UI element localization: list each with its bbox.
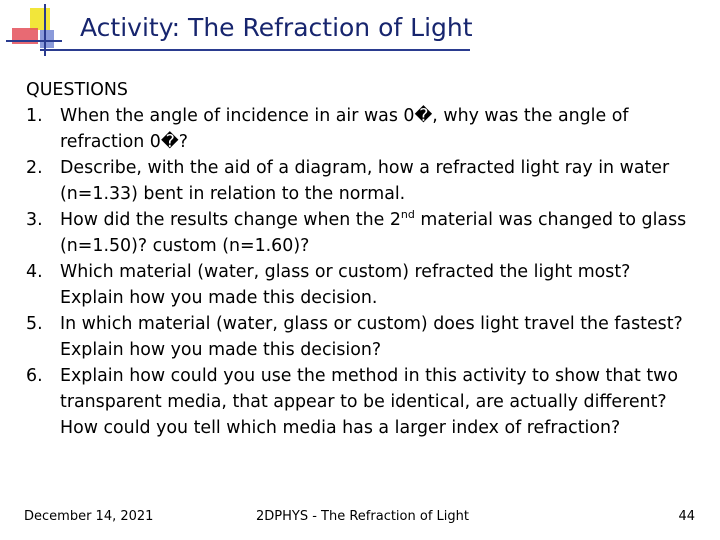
questions-list [26,103,696,441]
slide-title: Activity: The Refraction of Light [80,13,473,42]
question-text [60,103,696,155]
question-item [26,207,696,259]
question-text-part: How did the results change when the 2 [60,210,401,230]
question-number: 4. [26,262,43,282]
question-item [26,363,696,441]
question-text [60,259,696,311]
question-item [26,155,696,207]
question-text-part: In which material (water, glass or custom) does light travel the fastest? Explain how you made this decision? [60,314,683,360]
question-text-part: Describe, with the aid of a diagram, how a refracted light ray in water (n=1.33) bent in relation to the normal. [60,158,670,204]
question-text [60,207,696,259]
question-text-part: When the angle of incidence in air was 0�, why was the angle of refraction 0�? [60,106,629,152]
question-number: 2. [26,158,43,178]
question-text [60,311,696,363]
question-item [26,259,696,311]
title-underline [40,49,470,51]
question-text-part: Explain how could you use the method in this activity to show that two transparent media, that appear to be identical, are actually different? How could you tell which media has a larger index of refraction? [60,366,679,438]
question-text [60,155,696,207]
page-number: 44 [678,509,695,524]
logo-yellow-square [30,8,50,30]
questions-heading: QUESTIONS [26,80,128,100]
question-text-part: Which material (water, glass or custom) refracted the light most? Explain how you made this decision. [60,262,631,308]
question-item [26,311,696,363]
footer-title: 2DPHYS - The Refraction of Light [256,509,469,524]
question-number: 6. [26,366,43,386]
logo-horizontal-line [6,40,62,42]
ordinal-superscript: nd [400,208,415,222]
question-number: 3. [26,210,43,230]
footer-date: December 14, 2021 [24,509,154,524]
question-text [60,363,696,441]
question-number: 1. [26,106,43,126]
slide-logo-decoration [0,0,80,60]
question-number: 5. [26,314,43,334]
question-item [26,103,696,155]
slide-content [26,77,696,441]
question-text-part: material was changed to glass (n=1.50)? custom (n=1.60)? [60,210,687,256]
logo-blue-square [40,30,54,48]
